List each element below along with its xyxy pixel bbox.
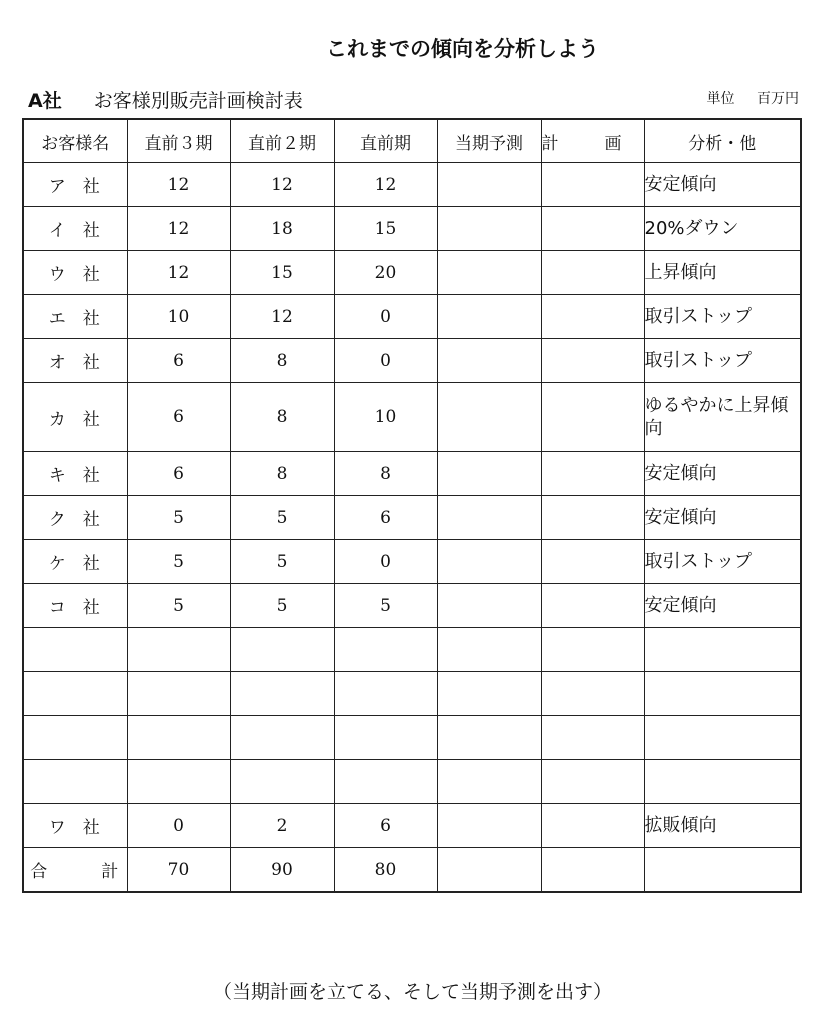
- prev2-cell: 5: [230, 584, 334, 628]
- customer-letter: イ: [48, 221, 68, 241]
- header-plan: [541, 119, 644, 163]
- plan-cell: [541, 628, 644, 672]
- unit-caption: 単位: [706, 91, 735, 107]
- table-row: [23, 584, 801, 628]
- analysis-cell: 安定傾向: [644, 163, 801, 207]
- analysis-cell: 拡販傾向: [644, 804, 801, 848]
- analysis-cell: 取引ストップ: [644, 295, 801, 339]
- customer-cell: [23, 716, 127, 760]
- analysis-cell: 上昇傾向: [644, 251, 801, 295]
- customer-suffix: 社: [82, 818, 102, 838]
- customer-suffix: 社: [82, 265, 102, 285]
- plan-cell: [541, 672, 644, 716]
- forecast-cell: [437, 163, 541, 207]
- prev3-cell: 12: [127, 207, 230, 251]
- prev3-cell: 10: [127, 295, 230, 339]
- plan-cell: [541, 804, 644, 848]
- prev1-cell: 0: [334, 540, 437, 584]
- prev3-cell: 12: [127, 163, 230, 207]
- customer-letter: ワ: [48, 818, 68, 838]
- customer-cell: [23, 540, 127, 584]
- forecast-cell: [437, 848, 541, 893]
- footer-note: （当期計画を立てる、そして当期予測を出す）: [212, 981, 612, 1003]
- table-row: [23, 672, 801, 716]
- plan-cell: [541, 207, 644, 251]
- customer-suffix: 社: [82, 466, 102, 486]
- plan-cell: [541, 540, 644, 584]
- plan-cell: [541, 295, 644, 339]
- prev1-cell: 5: [334, 584, 437, 628]
- prev3-cell: [127, 672, 230, 716]
- plan-cell: [541, 251, 644, 295]
- analysis-cell: [644, 716, 801, 760]
- prev2-cell: 2: [230, 804, 334, 848]
- prev1-cell: 0: [334, 339, 437, 383]
- plan-cell: [541, 163, 644, 207]
- customer-suffix: 社: [82, 554, 102, 574]
- analysis-cell: [644, 672, 801, 716]
- customer-letter: 合: [30, 862, 50, 882]
- prev1-cell: [334, 628, 437, 672]
- customer-letter: カ: [48, 409, 68, 430]
- prev2-cell: 8: [230, 339, 334, 383]
- prev3-cell: 5: [127, 584, 230, 628]
- table-row: [23, 452, 801, 496]
- forecast-cell: [437, 584, 541, 628]
- prev2-cell: 5: [230, 496, 334, 540]
- prev1-cell: 6: [334, 804, 437, 848]
- prev2-cell: 15: [230, 251, 334, 295]
- prev1-cell: [334, 672, 437, 716]
- prev1-cell: 0: [334, 295, 437, 339]
- prev1-cell: 8: [334, 452, 437, 496]
- forecast-cell: [437, 339, 541, 383]
- header-row: [23, 119, 801, 163]
- customer-letter: オ: [48, 353, 68, 373]
- customer-cell: [23, 496, 127, 540]
- forecast-cell: [437, 804, 541, 848]
- customer-cell: [23, 804, 127, 848]
- forecast-cell: [437, 251, 541, 295]
- prev3-cell: [127, 716, 230, 760]
- table-row: [23, 760, 801, 804]
- customer-suffix: 社: [82, 221, 102, 241]
- customer-cell: [23, 452, 127, 496]
- prev1-cell: 6: [334, 496, 437, 540]
- prev3-cell: [127, 628, 230, 672]
- table-row: [23, 163, 801, 207]
- forecast-cell: [437, 540, 541, 584]
- customer-cell: [23, 760, 127, 804]
- prev2-cell: [230, 760, 334, 804]
- unit-label: [707, 88, 799, 108]
- header-customer: お客様名: [23, 119, 127, 163]
- header-analysis: 分析・他: [644, 119, 801, 163]
- header-plan-b: 画: [604, 133, 622, 154]
- plan-cell: [541, 760, 644, 804]
- header-prev1: 直前期: [334, 119, 437, 163]
- analysis-cell: ゆるやかに上昇傾向: [644, 383, 801, 452]
- prev2-cell: 18: [230, 207, 334, 251]
- plan-cell: [541, 452, 644, 496]
- prev3-cell: 0: [127, 804, 230, 848]
- prev2-cell: [230, 628, 334, 672]
- forecast-cell: [437, 628, 541, 672]
- table-row: [23, 207, 801, 251]
- customer-letter: コ: [48, 598, 68, 618]
- customer-cell: [23, 163, 127, 207]
- customer-suffix: 社: [82, 510, 102, 530]
- plan-cell: [541, 339, 644, 383]
- customer-suffix: 社: [82, 409, 102, 430]
- header-forecast: 当期予測: [437, 119, 541, 163]
- prev2-cell: 5: [230, 540, 334, 584]
- forecast-cell: [437, 716, 541, 760]
- table-row: [23, 251, 801, 295]
- customer-cell: [23, 584, 127, 628]
- forecast-cell: [437, 760, 541, 804]
- prev3-cell: 6: [127, 383, 230, 452]
- prev3-cell: 12: [127, 251, 230, 295]
- customer-suffix: 計: [101, 862, 121, 882]
- plan-cell: [541, 716, 644, 760]
- customer-cell: [23, 672, 127, 716]
- company-name: A社: [28, 90, 62, 112]
- table-row: [23, 383, 801, 452]
- prev2-cell: 12: [230, 295, 334, 339]
- prev3-cell: [127, 760, 230, 804]
- plan-cell: [541, 383, 644, 452]
- sheet-subtitle: [28, 86, 303, 113]
- prev1-cell: 80: [334, 848, 437, 893]
- forecast-cell: [437, 295, 541, 339]
- sales-plan-table: [22, 118, 802, 893]
- analysis-cell: 取引ストップ: [644, 540, 801, 584]
- analysis-cell: 20%ダウン: [644, 207, 801, 251]
- forecast-cell: [437, 383, 541, 452]
- customer-suffix: 社: [82, 177, 102, 197]
- customer-letter: エ: [48, 309, 68, 329]
- table-row: [23, 848, 801, 893]
- analysis-cell: [644, 760, 801, 804]
- prev1-cell: 12: [334, 163, 437, 207]
- prev2-cell: 8: [230, 383, 334, 452]
- prev3-cell: 70: [127, 848, 230, 893]
- prev3-cell: 5: [127, 540, 230, 584]
- prev3-cell: 5: [127, 496, 230, 540]
- customer-cell: [23, 628, 127, 672]
- forecast-cell: [437, 496, 541, 540]
- prev1-cell: 15: [334, 207, 437, 251]
- sheet-name: お客様別販売計画検討表: [93, 90, 303, 112]
- table-row: [23, 804, 801, 848]
- prev1-cell: [334, 760, 437, 804]
- plan-cell: [541, 584, 644, 628]
- customer-cell: [23, 295, 127, 339]
- header-plan-a: 計: [541, 133, 559, 154]
- customer-suffix: 社: [82, 309, 102, 329]
- customer-letter: ウ: [48, 265, 68, 285]
- table-row: [23, 716, 801, 760]
- prev3-cell: 6: [127, 339, 230, 383]
- table-row: [23, 496, 801, 540]
- page-title: これまでの傾向を分析しよう: [326, 37, 599, 61]
- analysis-cell: 取引ストップ: [644, 339, 801, 383]
- prev2-cell: 12: [230, 163, 334, 207]
- table-row: [23, 339, 801, 383]
- prev1-cell: 20: [334, 251, 437, 295]
- customer-suffix: 社: [82, 353, 102, 373]
- customer-letter: ケ: [48, 554, 68, 574]
- header-prev3: 直前３期: [127, 119, 230, 163]
- forecast-cell: [437, 207, 541, 251]
- header-prev2: 直前２期: [230, 119, 334, 163]
- customer-suffix: 社: [82, 598, 102, 618]
- customer-cell: [23, 339, 127, 383]
- analysis-cell: 安定傾向: [644, 452, 801, 496]
- analysis-cell: 安定傾向: [644, 584, 801, 628]
- forecast-cell: [437, 452, 541, 496]
- prev2-cell: 8: [230, 452, 334, 496]
- table-row: [23, 628, 801, 672]
- table-row: [23, 540, 801, 584]
- customer-cell: [23, 207, 127, 251]
- customer-letter: ア: [48, 177, 68, 197]
- prev2-cell: [230, 672, 334, 716]
- customer-cell: [23, 251, 127, 295]
- table-row: [23, 295, 801, 339]
- plan-cell: [541, 496, 644, 540]
- customer-cell: [23, 383, 127, 452]
- prev3-cell: 6: [127, 452, 230, 496]
- analysis-cell: [644, 848, 801, 893]
- customer-cell: [23, 848, 127, 893]
- prev2-cell: [230, 716, 334, 760]
- prev1-cell: 10: [334, 383, 437, 452]
- analysis-cell: 安定傾向: [644, 496, 801, 540]
- prev1-cell: [334, 716, 437, 760]
- analysis-cell: [644, 628, 801, 672]
- customer-letter: ク: [48, 510, 68, 530]
- customer-letter: キ: [48, 466, 68, 486]
- unit-value: 百万円: [757, 91, 799, 107]
- forecast-cell: [437, 672, 541, 716]
- plan-cell: [541, 848, 644, 893]
- prev2-cell: 90: [230, 848, 334, 893]
